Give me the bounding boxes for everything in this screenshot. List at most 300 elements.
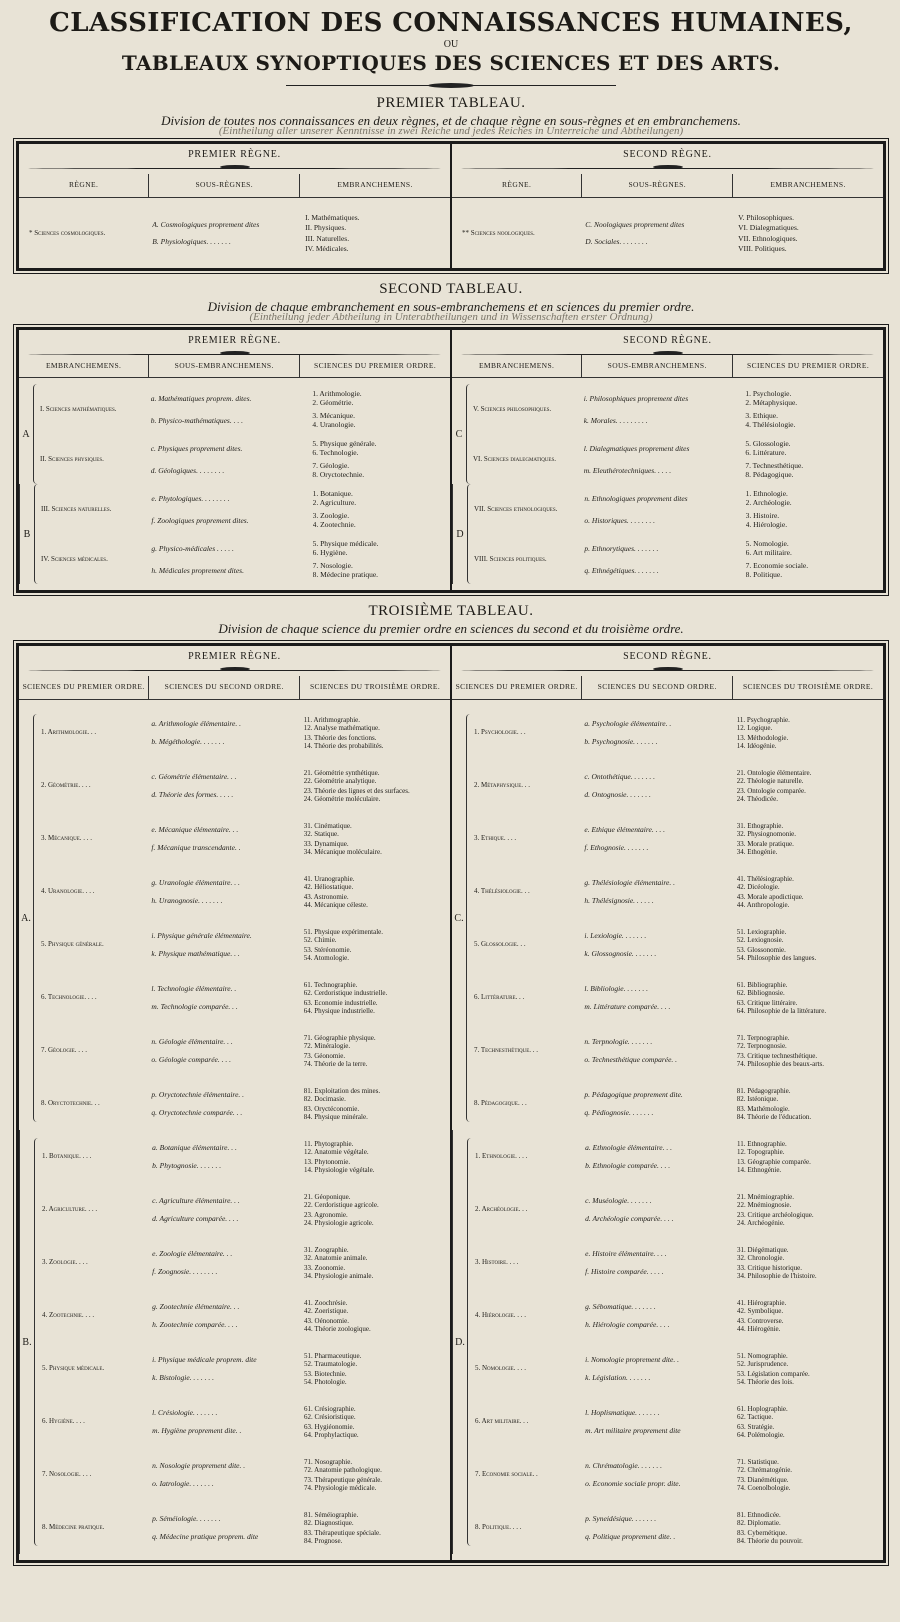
second-order-row <box>151 875 450 891</box>
third-order: 34. Mécanique moléculaire. <box>303 847 382 856</box>
sub-row <box>151 411 450 429</box>
third-order-list <box>304 787 410 803</box>
second-order-name: k. Législation. . . . . . . <box>585 1373 651 1382</box>
group-brace <box>33 714 38 1122</box>
columns <box>452 198 883 268</box>
science: 5. Nomologie. <box>745 539 789 548</box>
science-first-order <box>474 768 883 804</box>
second-order-list <box>585 1245 883 1281</box>
science: 3. Ethique. <box>745 411 779 420</box>
column-header: EMBRANCHEMENS. <box>299 174 450 197</box>
third-order: 62. Bibliognosie. <box>736 988 785 997</box>
group-brace <box>467 1138 472 1546</box>
sub-name: k. Morales. . . . . . . . . <box>583 415 648 425</box>
t3-left <box>19 646 450 1560</box>
third-order-list <box>737 1264 817 1280</box>
science-list <box>313 489 357 507</box>
science-list <box>745 439 790 457</box>
science-first-order <box>474 1033 883 1069</box>
third-order: 63. Stratégie. <box>737 1422 775 1431</box>
science-list <box>745 461 803 479</box>
third-order-list <box>304 1317 371 1333</box>
group-b <box>19 484 450 584</box>
sub-row <box>584 489 883 507</box>
third-order: 64. Polémologie. <box>737 1430 785 1439</box>
first-order-name: 5. Physique générale. <box>41 940 104 948</box>
third-order: 24. Physiologie agricole. <box>304 1218 374 1227</box>
second-order-row <box>152 1317 450 1333</box>
group-d <box>452 1130 883 1554</box>
group-items <box>41 706 450 1130</box>
second-order-name: m. Littérature comparée. . . . <box>584 1002 671 1011</box>
group-brace <box>33 384 37 484</box>
embranchement: V. Philosophiques. <box>738 212 795 222</box>
embranchement-row <box>40 434 450 484</box>
science: 4. Uranologie. <box>312 420 356 429</box>
sub-name: o. Historiques. . . . . . . . <box>584 515 656 525</box>
third-order: 72. Chrématogénie. <box>737 1465 793 1474</box>
second-order-name: c. Ontothétique. . . . . . . <box>584 772 656 781</box>
first-order-name: 7. Nosologie. . . . <box>42 1470 92 1478</box>
third-order-list <box>304 1352 361 1368</box>
science-first-order <box>475 1404 883 1440</box>
regne-title: PREMIER RÈGNE. <box>188 651 281 662</box>
third-order: 31. Ethographie. <box>736 821 784 830</box>
third-order-list <box>304 1034 376 1050</box>
column-header: RÈGNE. <box>502 180 532 189</box>
second-order-row <box>584 1087 883 1103</box>
sub-row <box>151 389 450 407</box>
third-order: 83. Mathémologie. <box>736 1104 790 1113</box>
third-order-list <box>304 716 380 732</box>
third-order: 13. Méthodologie. <box>736 733 789 742</box>
t1-description: Division de toutes nos connaissances en deux règnes, et de chaque règne en sous-règnes et en embranchemens. <box>161 113 741 128</box>
third-order-list <box>304 1370 347 1386</box>
embranchement-name: III. Sciences naturelles. <box>41 504 112 513</box>
sub-list <box>151 387 450 431</box>
third-order: 83. Cybernétique. <box>737 1528 788 1537</box>
science-first-order <box>42 1351 450 1387</box>
science-first-order <box>42 1404 450 1440</box>
third-order: 73. Géonomie. <box>303 1051 346 1060</box>
second-order-name: k. Bistologie. . . . . . . <box>152 1373 215 1382</box>
third-order: 71. Statistique. <box>737 1457 779 1466</box>
third-order: 81. Pédagographie. <box>736 1086 791 1095</box>
second-order-row <box>585 1140 883 1156</box>
sub-name: e. Phytologiques. . . . . . . . <box>151 493 230 503</box>
second-order-row <box>584 787 883 803</box>
regne-cell <box>19 198 148 268</box>
third-order: 44. Hiérogénie. <box>737 1324 781 1333</box>
second-order-name: p. Oryctotechnie élémentaire. . <box>151 1090 245 1099</box>
second-order-name: h. Uranognosie. . . . . . . <box>151 896 223 905</box>
second-order-name: o. Géologie comparée. . . . <box>151 1055 231 1064</box>
first-order-name: 4. Thélésiologie. . . <box>474 887 530 895</box>
third-order: 12. Analyse mathématique. <box>303 723 380 732</box>
third-order-list <box>304 1052 368 1068</box>
group-letter: B <box>23 528 31 540</box>
column-headers <box>19 355 450 378</box>
third-order: 61. Hoplographie. <box>737 1404 788 1413</box>
second-order-row <box>584 1105 883 1121</box>
third-order: 33. Morale pratique. <box>736 839 794 848</box>
sub-name: a. Mathématiques proprem. dites. <box>150 393 252 403</box>
sub-name: d. Géologiques. . . . . . . . <box>150 465 225 475</box>
science-first-order <box>474 927 883 963</box>
science-list <box>312 411 355 429</box>
sous-regne: C. Noologiques proprement dites <box>585 220 685 229</box>
science: 6. Technologie. <box>312 448 359 457</box>
third-order: 64. Prophylactique. <box>304 1430 359 1439</box>
third-order: 44. Anthropologie. <box>736 900 790 909</box>
second-order-list <box>151 1033 450 1069</box>
third-order: 11. Phytographie. <box>304 1139 354 1148</box>
science-first-order <box>475 1245 883 1281</box>
third-order: 52. Lexiognosie. <box>736 935 784 944</box>
group-letter: B. <box>22 1336 32 1348</box>
third-order: 54. Philosophie des langues. <box>736 953 817 962</box>
second-order-row <box>584 1052 883 1068</box>
third-order: 83. Oryctéconomie. <box>303 1104 360 1113</box>
column-header: SCIENCES DU PREMIER ORDRE. <box>299 355 450 377</box>
first-order-name: 3. Ethique. . . . <box>474 834 517 842</box>
science-list <box>313 561 378 579</box>
second-order-name: m. Hygiène proprement dite. . <box>152 1426 242 1435</box>
third-order-list <box>304 1458 382 1474</box>
second-order-list <box>584 768 883 804</box>
sub-title: TABLEAUX SYNOPTIQUES DES SCIENCES ET DES ARTS. <box>121 51 781 75</box>
science: 8. Politique. <box>745 570 783 579</box>
second-order-name: p. Séméiologie. . . . . . . <box>152 1514 221 1523</box>
third-order-list <box>304 1211 374 1227</box>
science-first-order <box>41 927 450 963</box>
group-a <box>19 384 450 484</box>
sub-list <box>151 487 450 531</box>
first-order-name: 6. Hygiène. . . . <box>42 1417 85 1425</box>
second-order-list <box>151 768 450 804</box>
sub-row <box>584 389 883 407</box>
second-order-row <box>585 1193 883 1209</box>
second-order-name: g. Zootechnie élémentaire. . . <box>152 1302 240 1311</box>
science: 5. Physique générale. <box>312 439 377 448</box>
third-order: 42. Zoeristique. <box>304 1306 349 1315</box>
second-order-row <box>152 1352 450 1368</box>
columns <box>452 378 883 590</box>
science: 3. Histoire. <box>745 511 780 520</box>
third-order: 42. Héliostatique. <box>303 882 354 891</box>
first-order-name: 2. Agriculture. . . . <box>42 1205 98 1213</box>
column-header: SOUS-RÈGNES. <box>581 174 732 197</box>
third-order: 23. Ontologie comparée. <box>736 786 806 795</box>
science-list <box>746 539 792 557</box>
third-order-list <box>737 1299 786 1315</box>
third-order: 51. Lexiographie. <box>736 927 787 936</box>
second-order-name: p. Pédagogique proprement dite. <box>584 1090 683 1099</box>
second-order-list <box>584 980 883 1016</box>
second-order-name: q. Politique proprement dite. . <box>585 1532 676 1541</box>
second-order-row <box>151 893 450 909</box>
second-order-row <box>152 1405 450 1421</box>
first-order-name: 4. Zootechnie. . . . <box>42 1311 95 1319</box>
second-order-name: l. Crésiologie. . . . . . . <box>152 1408 218 1417</box>
third-order: 61. Bibliographie. <box>736 980 788 989</box>
third-order-list <box>737 981 788 997</box>
third-order: 13. Phytonomie. <box>304 1157 351 1166</box>
second-order-row <box>585 1405 883 1421</box>
sub-row <box>151 461 450 479</box>
second-order-row <box>585 1370 883 1386</box>
third-order-list <box>737 1511 781 1527</box>
first-order-name: 7. Economie sociale. . <box>475 1470 538 1478</box>
science-first-order <box>475 1298 883 1334</box>
first-order-name: 1. Psychologie. . . <box>474 728 526 736</box>
group-items <box>42 1130 450 1554</box>
embranchement-row <box>40 384 450 434</box>
embranchement-row <box>474 484 883 534</box>
science-first-order <box>475 1192 883 1228</box>
third-order: 33. Dynamique. <box>303 839 349 848</box>
third-order: 33. Zoonomie. <box>304 1263 346 1272</box>
column-headers <box>452 676 883 700</box>
second-order-name: n. Nosologie proprement dite. . <box>152 1461 246 1470</box>
third-order: 72. Terpnognosie. <box>736 1041 787 1050</box>
second-order-name: d. Ontognosie. . . . . . . <box>584 790 651 799</box>
third-order-list <box>304 1087 380 1103</box>
group-d <box>452 484 883 584</box>
second-order-row <box>152 1211 450 1227</box>
third-order: 31. Diégématique. <box>737 1245 789 1254</box>
science-first-order <box>41 874 450 910</box>
first-order-name: 5. Glossologie. . . <box>474 940 526 948</box>
second-order-list <box>584 927 883 963</box>
group-brace <box>467 484 471 584</box>
second-order-row <box>151 734 450 750</box>
embranchement-row <box>41 534 450 584</box>
science-first-order <box>42 1298 450 1334</box>
third-order-list <box>737 716 790 732</box>
second-order-list <box>151 715 450 751</box>
third-order: 41. Thélésiographie. <box>736 874 794 883</box>
third-order-list <box>304 822 352 838</box>
third-order-list <box>737 1105 811 1121</box>
third-order: 41. Hiérographie. <box>737 1298 787 1307</box>
first-order-name: 1. Ethnologie. . . . <box>475 1152 528 1160</box>
third-order-list <box>737 1158 811 1174</box>
third-order: 41. Zoochrésie. <box>304 1298 348 1307</box>
second-order-list <box>151 874 450 910</box>
third-order-list <box>304 981 388 997</box>
third-order-list <box>304 1246 367 1262</box>
first-order-name: 5. Nomologie. . . . <box>475 1364 526 1372</box>
science: 7. Economie sociale. <box>745 561 809 570</box>
sous-regnes-cell <box>581 198 732 268</box>
second-order-list <box>152 1139 450 1175</box>
third-order: 72. Anatomie pathologique. <box>304 1465 382 1474</box>
t1-left <box>19 144 450 268</box>
third-order: 21. Mnémiographie. <box>737 1192 795 1201</box>
column-header: SCIENCES DU PREMIER ORDRE. <box>455 682 578 691</box>
embranchement: IV. Médicales. <box>305 244 349 254</box>
column-header: SCIENCES DU PREMIER ORDRE. <box>22 682 145 691</box>
second-order-name: h. Zootechnie comparée. . . . <box>152 1320 238 1329</box>
science: 8. Médecine pratique. <box>312 570 379 579</box>
science: 7. Technesthétique. <box>745 461 804 470</box>
third-order: 64. Philosophie de la littérature. <box>736 1006 827 1015</box>
group-items <box>40 384 450 484</box>
sous-regne: A. Cosmologiques proprement dites <box>152 220 260 229</box>
third-order: 71. Terpnographie. <box>736 1033 790 1042</box>
third-order-list <box>737 1087 791 1103</box>
third-order: 43. Morale apodictique. <box>736 892 804 901</box>
third-order: 42. Dicéologie. <box>736 882 780 891</box>
group-b <box>19 1130 450 1554</box>
t3-right <box>450 646 883 1560</box>
second-order-name: f. Ethognosie. . . . . . . <box>584 843 649 852</box>
embranchement-name: VIII. Sciences politiques. <box>474 554 547 563</box>
sub-list <box>151 537 450 581</box>
third-order-list <box>304 928 383 944</box>
sub-row <box>151 561 450 579</box>
second-order-name: q. Pédiognosie. . . . . . . <box>584 1108 654 1117</box>
group-c <box>452 384 883 484</box>
second-order-name: f. Mécanique transcendante. . <box>151 843 241 852</box>
third-order: 62. Tactique. <box>737 1412 774 1421</box>
t3-heading: TROISIÈME TABLEAU. <box>368 603 534 619</box>
science-first-order <box>41 1086 450 1122</box>
second-order-list <box>152 1457 450 1493</box>
third-order: 21. Ontologie élémentaire. <box>736 768 812 777</box>
embranchement: VI. Dialegmatiques. <box>738 223 799 233</box>
science: 1. Arithmologie. <box>312 389 362 398</box>
third-order: 71. Nosographie. <box>304 1457 353 1466</box>
second-order-row <box>151 946 450 962</box>
second-order-list <box>152 1510 450 1546</box>
science-first-order <box>474 874 883 910</box>
third-order-list <box>737 1211 814 1227</box>
second-order-row <box>152 1264 450 1280</box>
second-order-list <box>151 927 450 963</box>
second-order-row <box>584 716 883 732</box>
second-order-row <box>151 981 450 997</box>
first-order-name: 4. Uranologie. . . . <box>41 887 95 895</box>
group-letter: C <box>455 428 463 440</box>
third-order: 73. Dianémétique. <box>737 1475 789 1484</box>
third-order: 32. Chronologie. <box>737 1253 785 1262</box>
sub-name: n. Ethnologiques proprement dites <box>584 493 688 503</box>
first-order-name: 8. Pédagogique. . . <box>474 1099 527 1107</box>
second-order-list <box>585 1510 883 1546</box>
third-order: 51. Nomographie. <box>737 1351 788 1360</box>
sub-name: c. Physiques proprement dites. <box>150 443 243 453</box>
group-items <box>474 484 883 584</box>
third-order: 63. Hygiéonomie. <box>304 1422 355 1431</box>
third-order: 53. Glossonomie. <box>736 945 786 954</box>
sub-row <box>584 511 883 529</box>
sub-list <box>584 387 883 431</box>
third-order: 33. Critique historique. <box>737 1263 802 1272</box>
third-order: 14. Théorie des probabilités. <box>303 741 384 750</box>
sub-name: i. Philosophiques proprement dites <box>583 393 689 403</box>
third-order: 62. Cerdoristique industrielle. <box>303 988 388 997</box>
science-list <box>312 389 361 407</box>
science-list <box>312 461 364 479</box>
second-order-row <box>585 1158 883 1174</box>
t1-handwritten-note: (Eintheilung aller unserer Kenntnisse in zwei Reiche und jedes Reiches in Unterreiche und Abtheilungen) <box>218 125 684 137</box>
column-header: SCIENCES DU SECOND ORDRE. <box>148 676 299 699</box>
first-order-name: 3. Histoire. . . . <box>475 1258 519 1266</box>
embranchemens-cell <box>299 198 450 268</box>
second-order-list <box>585 1404 883 1440</box>
second-order-row <box>584 981 883 997</box>
t3-description: Division de chaque science du premier ordre en sciences du second et du troisième ordre. <box>218 621 684 636</box>
second-order-row <box>152 1529 450 1545</box>
column-header: SCIENCES DU TROISIÈME ORDRE. <box>732 676 883 699</box>
second-order-name: g. Uranologie élémentaire. . . <box>151 878 240 887</box>
third-order: 24. Géométrie moléculaire. <box>303 794 381 803</box>
second-order-row <box>584 893 883 909</box>
third-order: 31. Zoographie. <box>304 1245 349 1254</box>
science: 4. Thélésiologie. <box>745 420 796 429</box>
embranchement: I. Mathématiques. <box>305 212 360 222</box>
second-order-name: a. Ethnologie élémentaire. . . <box>585 1143 672 1152</box>
third-order: 52. Traumatologie. <box>304 1359 358 1368</box>
second-order-list <box>152 1351 450 1387</box>
t2-right <box>450 330 883 590</box>
science-first-order <box>41 821 450 857</box>
third-order: 31. Cinématique. <box>303 821 352 830</box>
regne-title: PREMIER RÈGNE. <box>188 335 281 346</box>
science-first-order <box>474 715 883 751</box>
column-header: SOUS-EMBRANCHEMENS. <box>148 355 299 377</box>
second-order-name: a. Arithmologie élémentaire. . <box>151 719 241 728</box>
science-list <box>745 389 797 407</box>
third-order-list <box>304 875 355 891</box>
table-body <box>19 700 450 1560</box>
science-list <box>745 411 795 429</box>
second-order-list <box>585 1351 883 1387</box>
science-first-order <box>42 1457 450 1493</box>
science-first-order <box>474 821 883 857</box>
second-order-list <box>152 1192 450 1228</box>
third-order: 84. Théorie de l'éducation. <box>736 1112 812 1121</box>
second-order-row <box>584 734 883 750</box>
first-order-name: 3. Zoologie. . . . <box>42 1258 88 1266</box>
third-order: 82. Istéonique. <box>736 1094 779 1103</box>
third-order: 64. Physique industrielle. <box>303 1006 375 1015</box>
t2-heading: SECOND TABLEAU. <box>379 281 523 297</box>
third-order-list <box>737 1052 824 1068</box>
columns <box>19 700 450 1560</box>
third-order-list <box>304 734 384 750</box>
third-order: 71. Géographie physique. <box>303 1033 376 1042</box>
sub-name: m. Eleuthérotechniques. . . . . <box>583 465 672 475</box>
sub-row <box>584 439 883 457</box>
third-order: 43. Oénonomie. <box>304 1316 349 1325</box>
sub-name: f. Zoologiques proprement dites. <box>151 515 249 525</box>
science-list <box>746 489 792 507</box>
second-order-list <box>585 1192 883 1228</box>
sous-regnes-cell <box>148 198 299 268</box>
embranchement: VIII. Politiques. <box>738 244 787 254</box>
third-order: 42. Symbolique. <box>737 1306 784 1315</box>
third-order: 14. Physiologie végétale. <box>304 1165 375 1174</box>
table-body <box>452 700 883 1560</box>
group-c <box>452 706 883 1130</box>
first-order-name: 2. Géométrie. . . . <box>41 781 91 789</box>
third-order-list <box>737 893 804 909</box>
second-order-row <box>151 1105 450 1121</box>
second-order-name: b. Phytognosie. . . . . . . <box>152 1161 222 1170</box>
